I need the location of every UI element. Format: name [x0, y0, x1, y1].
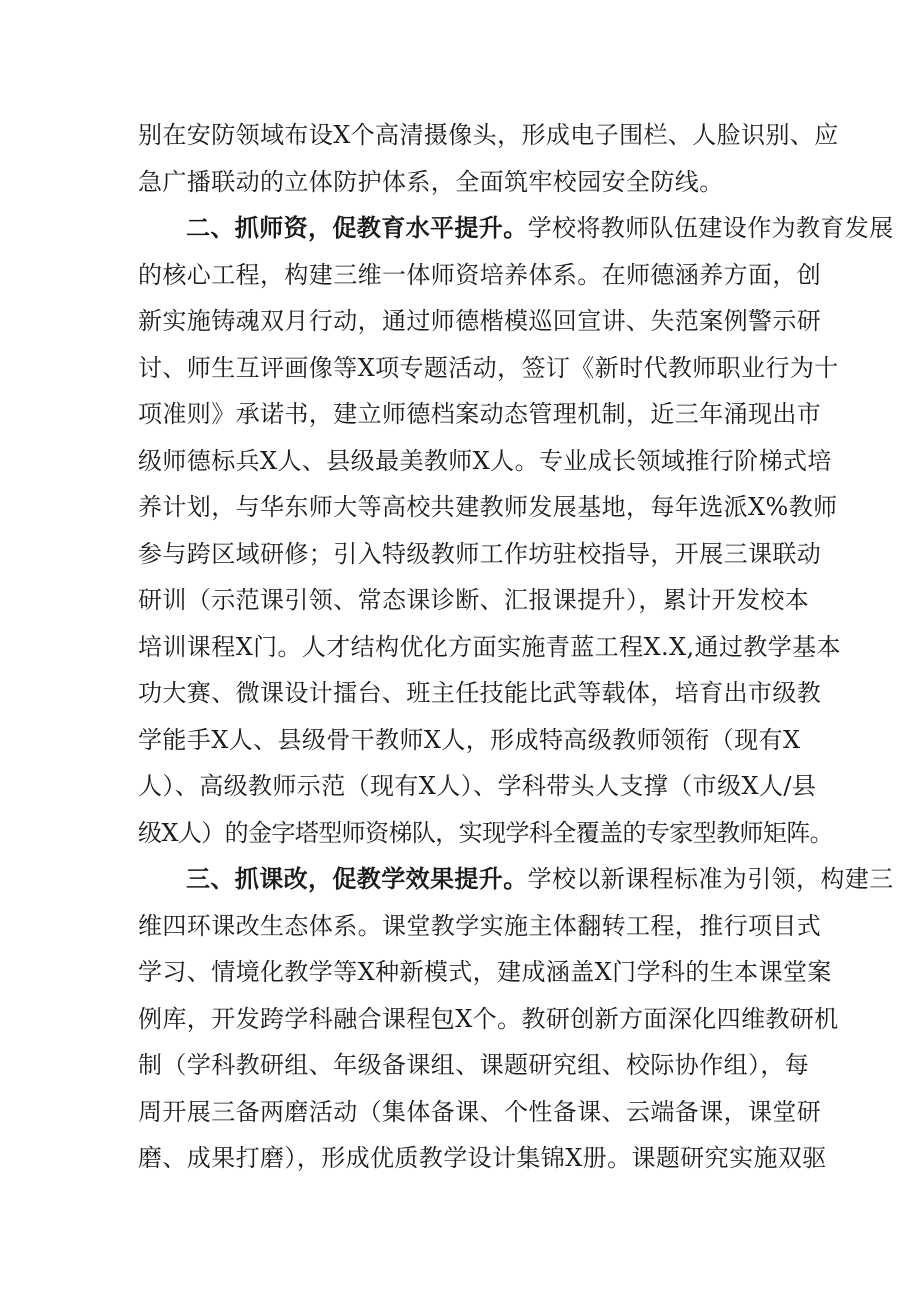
text-line: 学习、情境化教学等X种新模式，建成涵盖X门学科的生本课堂案: [138, 958, 832, 986]
text-line: [138, 205, 894, 252]
text-line: 养计划，与华东师大等高校共建教师发展基地，每年选派X%教师: [138, 493, 838, 521]
text-line: 学能手X人、县级骨干教师X人，形成特高级教师领衔（现有X: [138, 725, 801, 754]
section-heading-curriculum: 三、抓课改，促教学效果提升。: [186, 865, 528, 893]
text-line: 参与跨区域研修；引入特级教师工作坊驻校指导，开展三课联动: [138, 539, 822, 568]
text-line: 级X人）的金字塔型师资梯队，实现学科全覆盖的专家型教师矩阵。: [138, 818, 834, 847]
document-body: [138, 112, 894, 1182]
text-line: 讨、师生互评画像等X项专题活动，签订《新时代教师职业行为十: [138, 353, 839, 382]
text-line: 级师德标兵X人、县级最美教师X人。专业成长领域推行阶梯式培: [138, 446, 832, 475]
text-line: [138, 856, 894, 903]
text-line: 研训（示范课引领、常态课诊断、汇报课提升），累计开发校本: [138, 586, 810, 614]
text-line: 新实施铸魂双月行动，通过师德楷模巡回宣讲、失范案例警示研: [138, 307, 822, 335]
text-run: 学校以新课程标准为引领，构建三: [527, 865, 894, 893]
text-line: 周开展三备两磨活动（集体备课、个性备课、云端备课，课堂研: [138, 1097, 822, 1126]
text-line: 维四环课改生态体系。课堂教学实施主体翻转工程，推行项目式: [138, 911, 822, 940]
text-line: 的核心工程，构建三维一体师资培养体系。在师德涵养方面，创: [138, 260, 822, 289]
text-line: 磨、成果打磨），形成优质教学设计集锦X册。课题研究实施双驱: [138, 1144, 827, 1172]
text-run: 学校将教师队伍建设作为教育发展: [527, 214, 894, 242]
text-line: 例库，开发跨学科融合课程包X个。教研创新方面深化四维教研机: [138, 1004, 839, 1033]
text-line: 别在安防领域布设X个高清摄像头，形成电子围栏、人脸识别、应: [138, 121, 839, 149]
text-line: 培训课程X门。人才结构优化方面实施青蓝工程X.X,通过教学基本: [138, 632, 841, 661]
section-heading-teachers: 二、抓师资，促教育水平提升。: [186, 214, 528, 242]
text-line: 功大赛、微课设计擂台、班主任技能比武等载体，培育出市级教: [138, 679, 822, 707]
text-line: 急广播联动的立体防护体系，全面筑牢校园安全防线。: [138, 167, 724, 196]
text-line: 项准则》承诺书，建立师德档案动态管理机制，近三年涌现出市: [138, 400, 822, 428]
text-line: 人）、高级教师示范（现有X人）、学科带头人支撑（市级X人/县: [138, 772, 817, 800]
text-line: 制（学科教研组、年级备课组、课题研究组、校际协作组），每: [138, 1051, 810, 1079]
